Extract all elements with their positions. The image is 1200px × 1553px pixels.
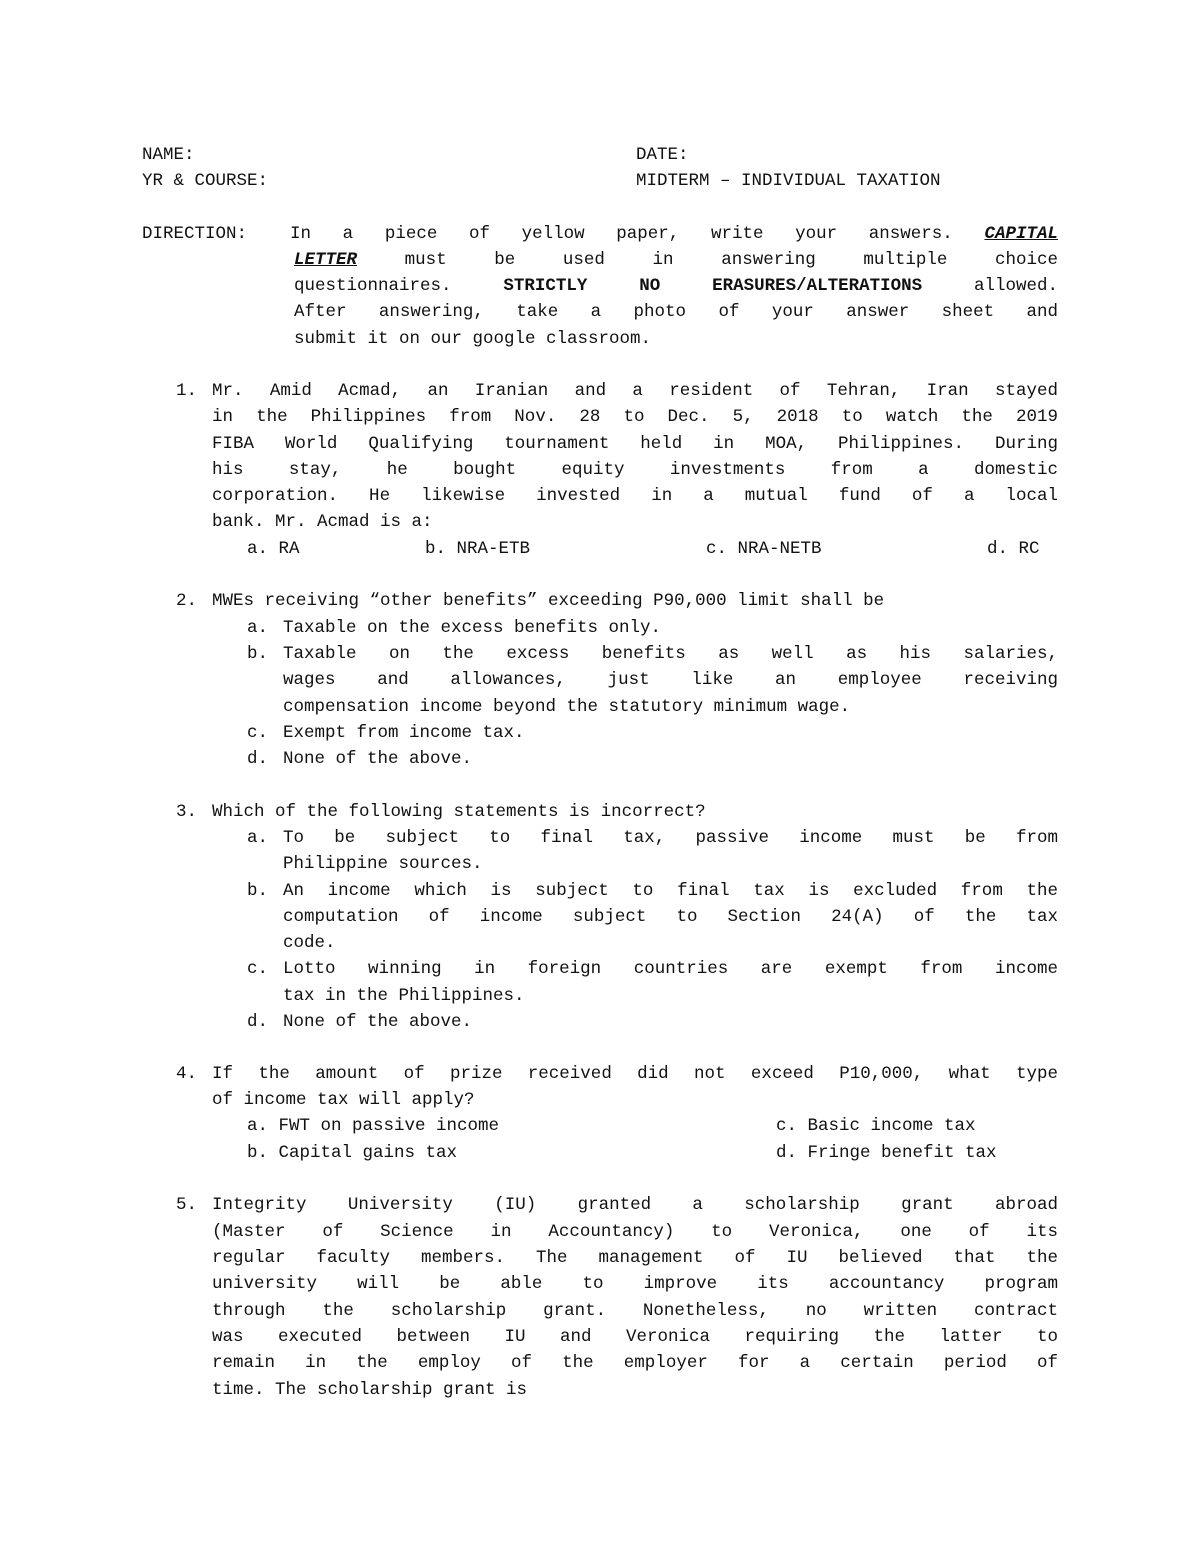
exam-title: MIDTERM – INDIVIDUAL TAXATION bbox=[636, 171, 941, 191]
name-label: NAME: bbox=[142, 145, 195, 165]
option-letter: c. bbox=[247, 959, 269, 979]
option-letter: b. bbox=[247, 644, 269, 664]
option-letter: b. bbox=[247, 881, 269, 901]
question-text: Mr. Amid Acmad, an Iranian and a resident of Tehran, Iran stayed bbox=[212, 381, 1058, 401]
direction-line-3: questionnaires. STRICTLY NO ERASURES/ALTERATIONS allowed. bbox=[294, 276, 1058, 296]
option-d: d. Fringe benefit tax bbox=[776, 1143, 997, 1163]
option-text: compensation income beyond the statutory minimum wage. bbox=[283, 697, 851, 717]
question-text: of income tax will apply? bbox=[212, 1090, 475, 1110]
question-number: 3. bbox=[176, 802, 198, 822]
option-b: b. NRA-ETB bbox=[425, 539, 531, 559]
option-d: d. RC bbox=[987, 539, 1040, 559]
option-a: a. FWT on passive income bbox=[247, 1116, 500, 1136]
option-text: Philippine sources. bbox=[283, 854, 483, 874]
question-text: his stay, he bought equity investments from a domestic bbox=[212, 460, 1058, 480]
option-text: computation of income subject to Section 24(A) of the tax bbox=[283, 907, 1058, 927]
question-text: was executed between IU and Veronica requiring the latter to bbox=[212, 1327, 1058, 1347]
option-letter: a. bbox=[247, 618, 269, 638]
option-letter: d. bbox=[247, 749, 269, 769]
question-text: corporation. He likewise invested in a mutual fund of a local bbox=[212, 486, 1058, 506]
course-label: YR & COURSE: bbox=[142, 171, 269, 191]
question-number: 2. bbox=[176, 591, 198, 611]
option-text: wages and allowances, just like an employee receiving bbox=[283, 670, 1058, 690]
question-text: (Master of Science in Accountancy) to Veronica, one of its bbox=[212, 1222, 1058, 1242]
option-text: tax in the Philippines. bbox=[283, 986, 525, 1006]
direction-line-5: submit it on our google classroom. bbox=[294, 329, 652, 349]
question-text: bank. Mr. Acmad is a: bbox=[212, 512, 433, 532]
question-text: FIBA World Qualifying tournament held in MOA, Philippines. During bbox=[212, 434, 1058, 454]
option-text: Lotto winning in foreign countries are exempt from income bbox=[283, 959, 1058, 979]
question-number: 5. bbox=[176, 1195, 198, 1215]
option-letter: d. bbox=[247, 1012, 269, 1032]
date-label: DATE: bbox=[636, 145, 689, 165]
option-text: To be subject to final tax, passive income must be from bbox=[283, 828, 1058, 848]
question-text: Which of the following statements is incorrect? bbox=[212, 802, 706, 822]
option-b: b. Capital gains tax bbox=[247, 1143, 458, 1163]
question-text: If the amount of prize received did not exceed P10,000, what type bbox=[212, 1064, 1058, 1084]
question-text: MWEs receiving “other benefits” exceeding P90,000 limit shall be bbox=[212, 591, 885, 611]
question-text: through the scholarship grant. Nonetheless, no written contract bbox=[212, 1301, 1058, 1321]
direction-line-2: LETTER must be used in answering multiple choice bbox=[294, 250, 1058, 270]
direction-label: DIRECTION: bbox=[142, 224, 248, 244]
question-text: university will be able to improve its accountancy program bbox=[212, 1274, 1058, 1294]
option-text: Exempt from income tax. bbox=[283, 723, 525, 743]
option-letter: a. bbox=[247, 828, 269, 848]
option-text: None of the above. bbox=[283, 1012, 473, 1032]
option-letter: c. bbox=[247, 723, 269, 743]
option-text: Taxable on the excess benefits as well as his salaries, bbox=[283, 644, 1058, 664]
question-number: 1. bbox=[176, 381, 198, 401]
direction-line-4: After answering, take a photo of your answer sheet and bbox=[294, 302, 1058, 322]
option-text: code. bbox=[283, 933, 336, 953]
question-text: remain in the employ of the employer for a certain period of bbox=[212, 1353, 1058, 1373]
question-number: 4. bbox=[176, 1064, 198, 1084]
option-text: Taxable on the excess benefits only. bbox=[283, 618, 662, 638]
option-a: a. RA bbox=[247, 539, 300, 559]
option-text: An income which is subject to final tax is excluded from the bbox=[283, 881, 1058, 901]
option-c: c. Basic income tax bbox=[776, 1116, 976, 1136]
option-text: None of the above. bbox=[283, 749, 473, 769]
question-text: regular faculty members. The management of IU believed that the bbox=[212, 1248, 1058, 1268]
question-text: Integrity University (IU) granted a scholarship grant abroad bbox=[212, 1195, 1058, 1215]
direction-line-1: In a piece of yellow paper, write your answers. CAPITAL bbox=[290, 224, 1058, 244]
option-c: c. NRA-NETB bbox=[706, 539, 822, 559]
question-text: time. The scholarship grant is bbox=[212, 1380, 528, 1400]
question-text: in the Philippines from Nov. 28 to Dec. 5, 2018 to watch the 2019 bbox=[212, 407, 1058, 427]
